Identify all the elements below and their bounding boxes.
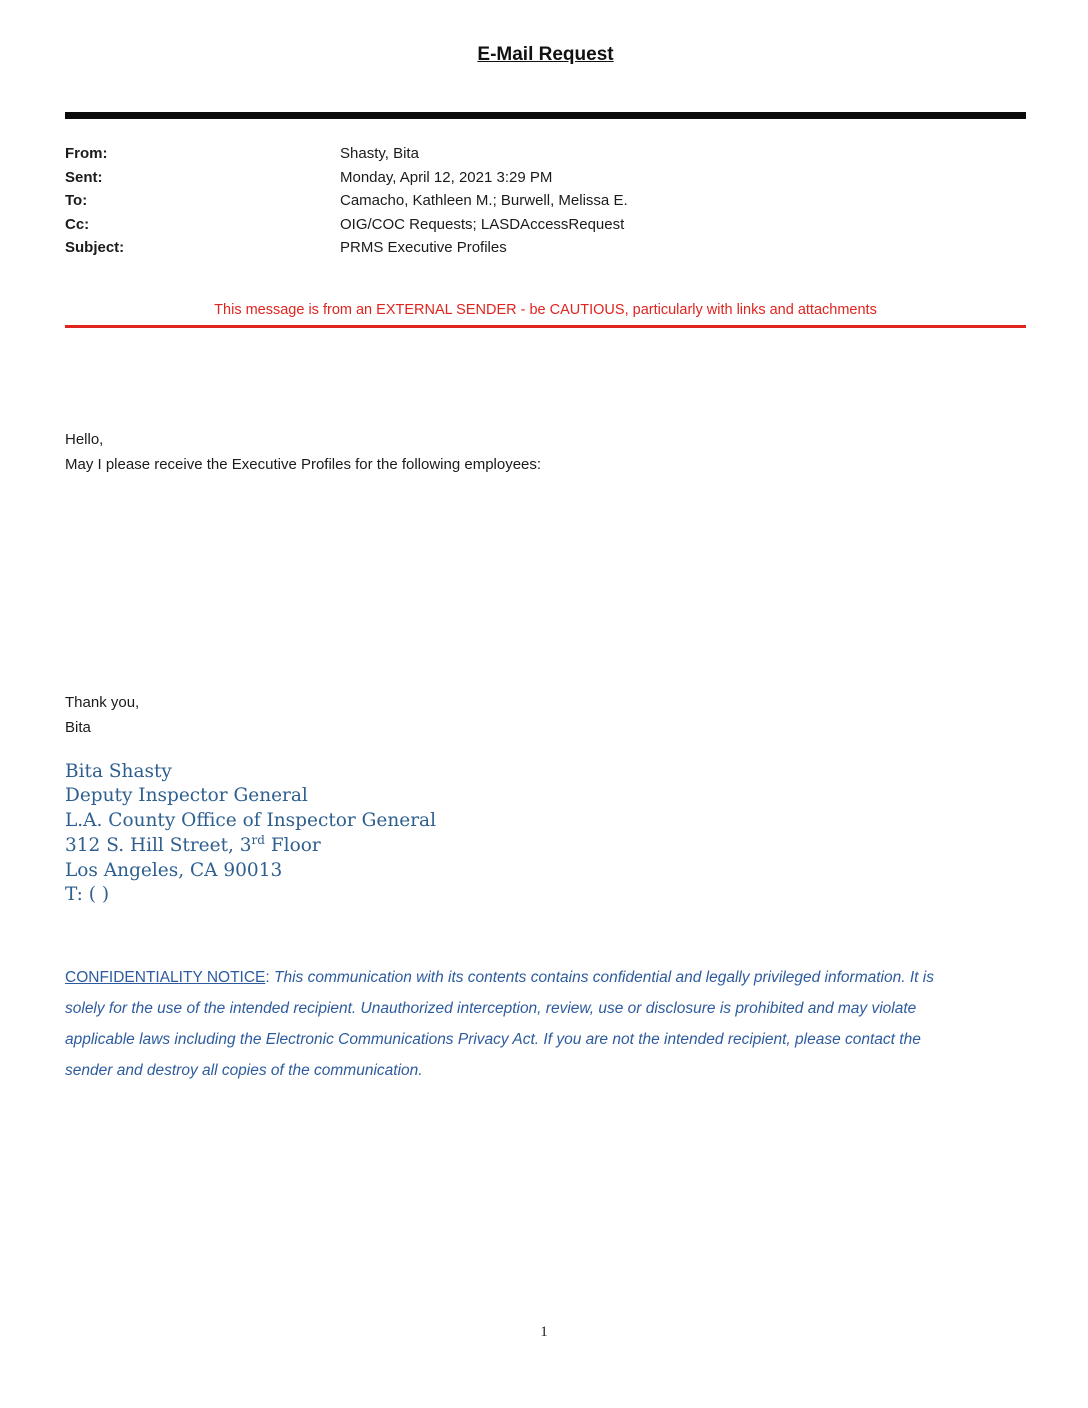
confidentiality-notice [65,962,970,1086]
header-row-to [65,189,1026,213]
header-label-to: To: [65,192,88,209]
signature-street-ordinal: rd [251,832,265,847]
confidentiality-text: This communication with its contents contains confidential and legally privileged information. It is solely for the use of the intended recipient. Unauthorized interception, review, use or disclosure is prohibited and may violate applicable laws including the Electronic Communications Privacy Act. If you are not the intended recipient, please contact the sender and destroy all copies of the communication. [65,969,934,1080]
header-value-subject: PRMS Executive Profiles [340,239,507,256]
signature-block [65,760,1026,909]
signature-organization: L.A. County Office of Inspector General [65,810,437,832]
header-value-sent: Monday, April 12, 2021 3:29 PM [340,168,553,186]
header-value-cc: OIG/COC Requests; LASDAccessRequest [340,215,625,233]
email-closing [65,690,1026,740]
signature-city: Los Angeles, CA 90013 [65,859,283,881]
document-title: E-Mail Request [477,44,614,65]
signature-job-title: Deputy Inspector General [65,785,308,807]
signature-street-suffix: Floor [264,834,321,856]
email-body [65,427,1026,477]
header-row-sent [65,166,1026,190]
header-divider-rule [65,112,1026,119]
header-label-subject: Subject: [65,239,125,256]
mail-headers [65,142,1026,260]
signature-address [65,834,1026,859]
header-label-from: From: [65,145,108,162]
header-label-cc: Cc: [65,215,90,233]
confidentiality-label: CONFIDENTIALITY NOTICE [65,969,266,987]
header-value-from: Shasty, Bita [340,145,419,162]
closing-name: Bita [65,718,91,736]
page-number: 1 [540,1324,548,1340]
signature-street-prefix: 312 S. Hill Street, 3 [65,834,252,856]
header-value-to: Camacho, Kathleen M.; Burwell, Melissa E. [340,192,628,209]
closing-line: Thank you, [65,693,140,711]
warning-divider-rule [65,325,1026,328]
signature-name: Bita Shasty [65,760,172,782]
header-label-sent: Sent: [65,168,103,186]
request-line: May I please receive the Executive Profiles for the following employees: [65,455,542,473]
signature-phone: T: ( ) [65,884,110,906]
greeting-line: Hello, [65,430,104,448]
header-row-from [65,142,1026,166]
confidentiality-separator: : [265,969,274,987]
external-sender-warning: This message is from an EXTERNAL SENDER - be CAUTIOUS, particularly with links and attachments [214,301,877,318]
header-row-subject [65,236,1026,260]
header-row-cc [65,213,1026,237]
